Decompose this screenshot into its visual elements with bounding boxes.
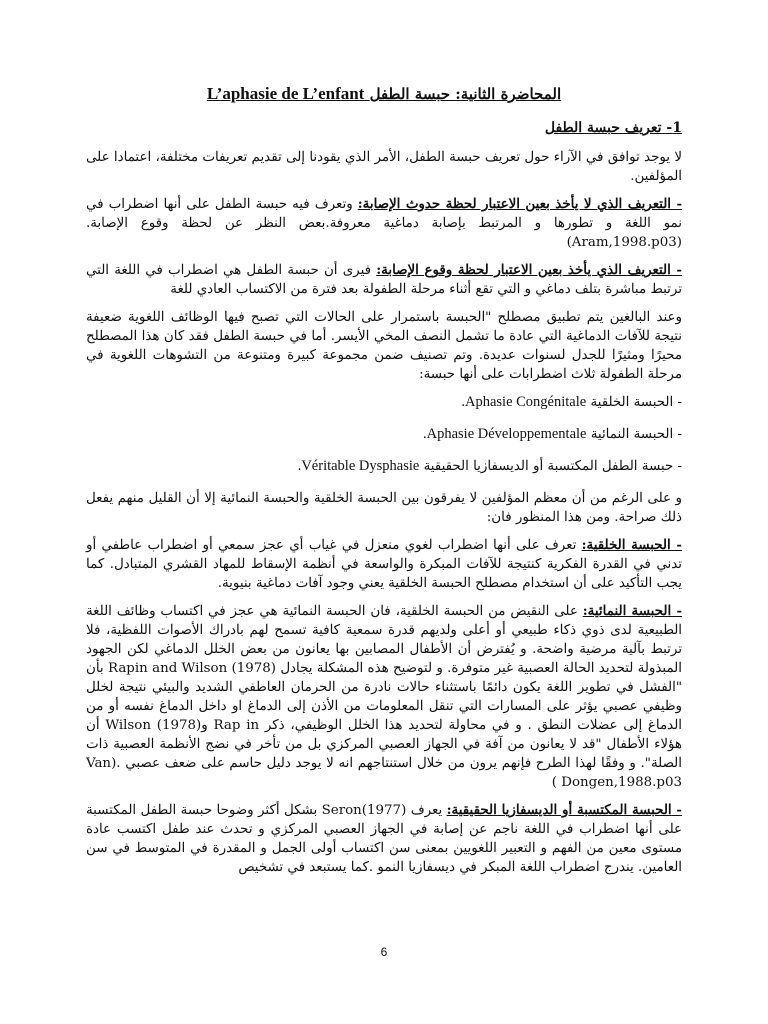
- developmental-paragraph: [86, 602, 682, 792]
- type-latin: Véritable Dysphasie.: [297, 458, 420, 474]
- congenital-paragraph: [86, 536, 682, 593]
- intro-paragraph: لا يوجد توافق في الآراء حول تعريف حبسة الطفل، الأمر الذي يقودنا إلى تقديم تعريفات مختلفة، اعتمادا على المؤلفين.: [86, 150, 682, 184]
- type-latin: Aphasie Développementale.: [423, 426, 587, 442]
- definition-2-lead: - التعريف الذي يأخذ بعين الاعتبار لحظة وقوع الإصابة:: [376, 262, 682, 278]
- type-arabic: - الحبسة النمائية: [590, 427, 682, 442]
- title-arabic: المحاضرة الثانية: حبسة الطفل: [369, 85, 562, 103]
- definition-2-body: فيرى أن حبسة الطفل هي اضطراب في اللغة التي ترتبط مباشرة بتلف دماغي و التي تقع أثناء مرحلة الطفولة بعد فترة من الاكتساب العادي للغة: [86, 263, 682, 297]
- title-latin: L’aphasie de L’enfant: [206, 84, 365, 103]
- section-heading: 1- تعريف حبسة الطفل: [544, 120, 682, 136]
- developmental-body: على النقيض من الحبسة الخلقية، فان الحبسة النمائية هي عجز في اكتساب وظائف اللغة الطبيعية لدى ذوي ذكاء طبيعي أو أعلى ولديهم قدرة سمعية كافية تسمح لهم بادراك الأصوات اللفظية، فلا ترتبط بآلية مرضية واضحة. و يُفترض أن الأطفال المصابين بها يعانون من بعض الخلل الدماغي لكن الجهود المبذولة لتحديد الحالة العصبية غير متوفرة. و لتوضيح هذه المشكلة يجادل Rapin and Wilson (1978) بأن "الفشل في تطوير اللغة يكون دائمًا باستثناء حالات نادرة من الحرمان العاطفي الشديد والبيئي نتيجة لخلل وظيفي عصبي يؤثر على المسارات التي تنقل المعلومات من الأذن إلى الدماغ او داخل الدماغ نفسه أو من الدماغ إلى عضلات النطق . و في محاولة لتحديد هذا الخلل الوظيفي، ذكر Rap in وWilson (1978) أن هؤلاء الأطفال "قد لا يعانون من آفة في الجهاز العصبي المركزي بل من تأخر في نضج الأنظمة العصبية ذات الصلة". و وفقًا لهذا الطرح فإنهم يرون من خلال استنتاجهم انه لا يوجد دليل حاسم على ضعف عصبي .(Van Dongen,1988.p03 ): [86, 604, 683, 790]
- acquired-paragraph: [86, 801, 682, 877]
- developmental-lead: - الحبسة النمائية:: [582, 603, 682, 619]
- definition-2: [86, 261, 682, 299]
- congenital-lead: - الحبسة الخلقية:: [581, 537, 682, 553]
- definition-1: [86, 195, 682, 252]
- type-arabic: - حبسة الطفل المكتسبة أو الديسفازيا الحقيقية: [423, 459, 682, 474]
- type-item: [86, 457, 682, 476]
- type-item: [86, 393, 682, 412]
- acquired-lead: - الحبسة المكتسبة أو الديسفازيا الحقيقية:: [446, 802, 682, 818]
- adults-paragraph: وعند البالغين يتم تطبيق مصطلح "الحبسة باستمرار على الحالات التي تصبح فيها الوظائف اللغوية ضعيفة نتيجة للآفات الدماغية التي عادة ما تشمل النصف المخي الأيسر. أما في حبسة الطفل فقد كان هذا المصطلح محيرًا ومثيرًا للجدل لسنوات عديدة. وتم تصنيف ضمن مجموعة كبيرة ومتنوعة من التشوهات اللغوية في مرحلة الطفولة ثلاث اضطرابات على أنها حبسة:: [86, 310, 682, 382]
- type-arabic: - الحبسة الخلقية: [590, 395, 682, 410]
- type-latin: Aphasie Congénitale.: [461, 394, 587, 410]
- acquired-body: يعرف Seron(1977) بشكل أكثر وضوحا حبسة الطفل المكتسبة على أنها اضطراب في اللغة ناجم عن إصابة في الجهاز العصبي المركزي و تحدث عند طفل اكتسب عادة مستوى معين من الفهم و التعبير اللغويين بمعنى سن اكتساب أولى الجمل و المقدرة في المتوسط في سن العامين. يندرج اضطراب اللغة المبكر في ديسفازيا النمو .كما يستبعد في تشخيص: [86, 803, 682, 875]
- page-number: 6: [380, 945, 388, 959]
- definition-1-body: وتعرف فيه حبسة الطفل على أنها اضطراب في نمو اللغة و تطورها و المرتبط بإصابة دماغية معروفة.بعض النظر عن لحظة وقوع الإصابة. (Aram,1998.p03): [86, 197, 682, 250]
- type-item: [86, 425, 682, 444]
- definition-1-lead: - التعريف الذي لا يأخذ بعين الاعتبار لحظة حدوث الإصابة:: [357, 196, 683, 212]
- authors-paragraph: و على الرغم من أن معظم المؤلفين لا يفرقون بين الحبسة الخلقية والحبسة النمائية إلا أن القليل منهم يفعل ذلك صراحة. ومن هذا المنظور فان:: [86, 491, 682, 525]
- page-title: [86, 84, 682, 104]
- congenital-body: تعرف على أنها اضطراب لغوي منعزل في غياب أي عجز سمعي أو اضطراب عاطفي أو تدني في القدرة الفكرية كنتيجة للآفات المبكرة والواسعة في أنظمة الإسقاط للمهاد القشري المتبادل. كما يجب التأكيد على أن استخدام مصطلح الحبسة الخلقية يعني وجود آفات دماغية بنيوية.: [86, 538, 682, 591]
